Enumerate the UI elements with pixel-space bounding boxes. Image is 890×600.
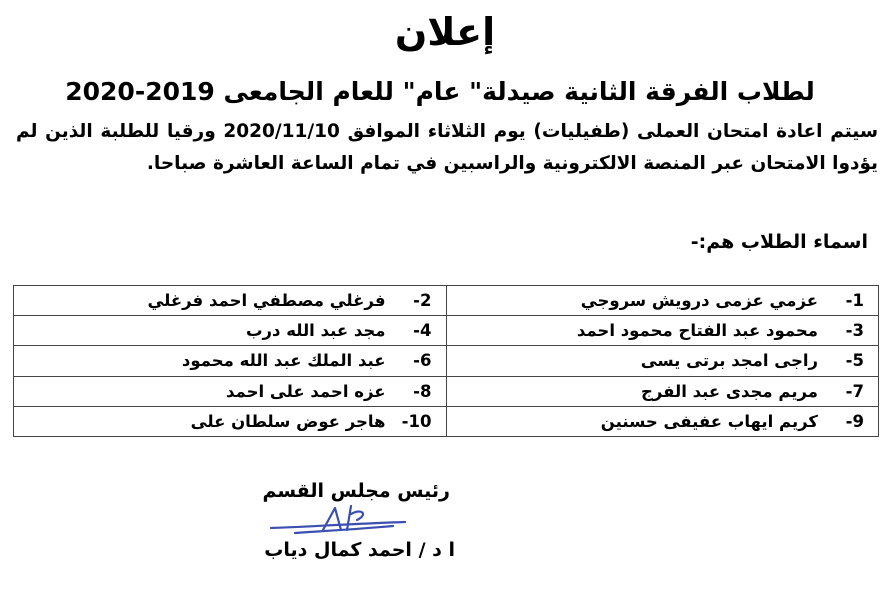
student-cell xyxy=(14,316,447,346)
student-name: عزه احمد على احمد xyxy=(226,381,386,401)
signatory-name: ا د / احمد كمال دياب xyxy=(264,539,455,561)
students-table xyxy=(13,285,879,437)
student-name: عزمي عزمى درويش سروجي xyxy=(580,291,818,311)
student-number: 6- xyxy=(413,351,432,371)
student-name: هاجر عوض سلطان على xyxy=(190,411,386,431)
student-number: 5- xyxy=(845,351,864,371)
student-cell xyxy=(14,346,447,376)
student-name: فرغلي مصطفي احمد فرغلي xyxy=(147,291,386,311)
student-number: 9- xyxy=(845,411,864,431)
students-heading: اسماء الطلاب هم:- xyxy=(690,231,868,253)
student-number: 3- xyxy=(845,321,864,341)
student-cell xyxy=(14,376,447,406)
student-number: 7- xyxy=(845,381,864,401)
student-cell xyxy=(446,346,879,376)
student-name: راجى امجد برتى يسى xyxy=(640,351,818,371)
announcement-title: إعلان xyxy=(394,10,496,54)
student-cell xyxy=(14,286,447,316)
student-cell xyxy=(446,406,879,436)
student-name: مجد عبد الله درب xyxy=(245,321,386,341)
student-number: 10- xyxy=(401,411,432,431)
student-cell xyxy=(14,406,447,436)
student-number: 8- xyxy=(413,381,432,401)
student-cell xyxy=(446,316,879,346)
table-row xyxy=(14,286,879,316)
table-row xyxy=(14,316,879,346)
student-name: عبد الملك عبد الله محمود xyxy=(181,351,386,371)
student-number: 2- xyxy=(413,291,432,311)
student-name: كريم ايهاب عفيفى حسنين xyxy=(600,411,818,431)
signatory-title: رئيس مجلس القسم xyxy=(262,480,450,502)
student-number: 1- xyxy=(845,291,864,311)
student-cell xyxy=(446,286,879,316)
student-number: 4- xyxy=(413,321,432,341)
table-row xyxy=(14,346,879,376)
student-cell xyxy=(446,376,879,406)
table-row xyxy=(14,406,879,436)
announcement-body: سيتم اعادة امتحان العملى (طفيليات) يوم الثلاثاء الموافق 2020/11/10 ورقيا للطلبة الذين لم يؤدوا الامتحان عبر المنصة الالكترونية والراسبين في تمام الساعة العاشرة صباحا. xyxy=(16,121,879,174)
student-name: محمود عبد الفتاح محمود احمد xyxy=(576,321,818,341)
table-row xyxy=(14,376,879,406)
announcement-subtitle: لطلاب الفرقة الثانية صيدلة" عام" للعام الجامعى 2019-2020 xyxy=(65,77,815,106)
student-name: مريم مجدى عبد الفرج xyxy=(640,381,818,401)
